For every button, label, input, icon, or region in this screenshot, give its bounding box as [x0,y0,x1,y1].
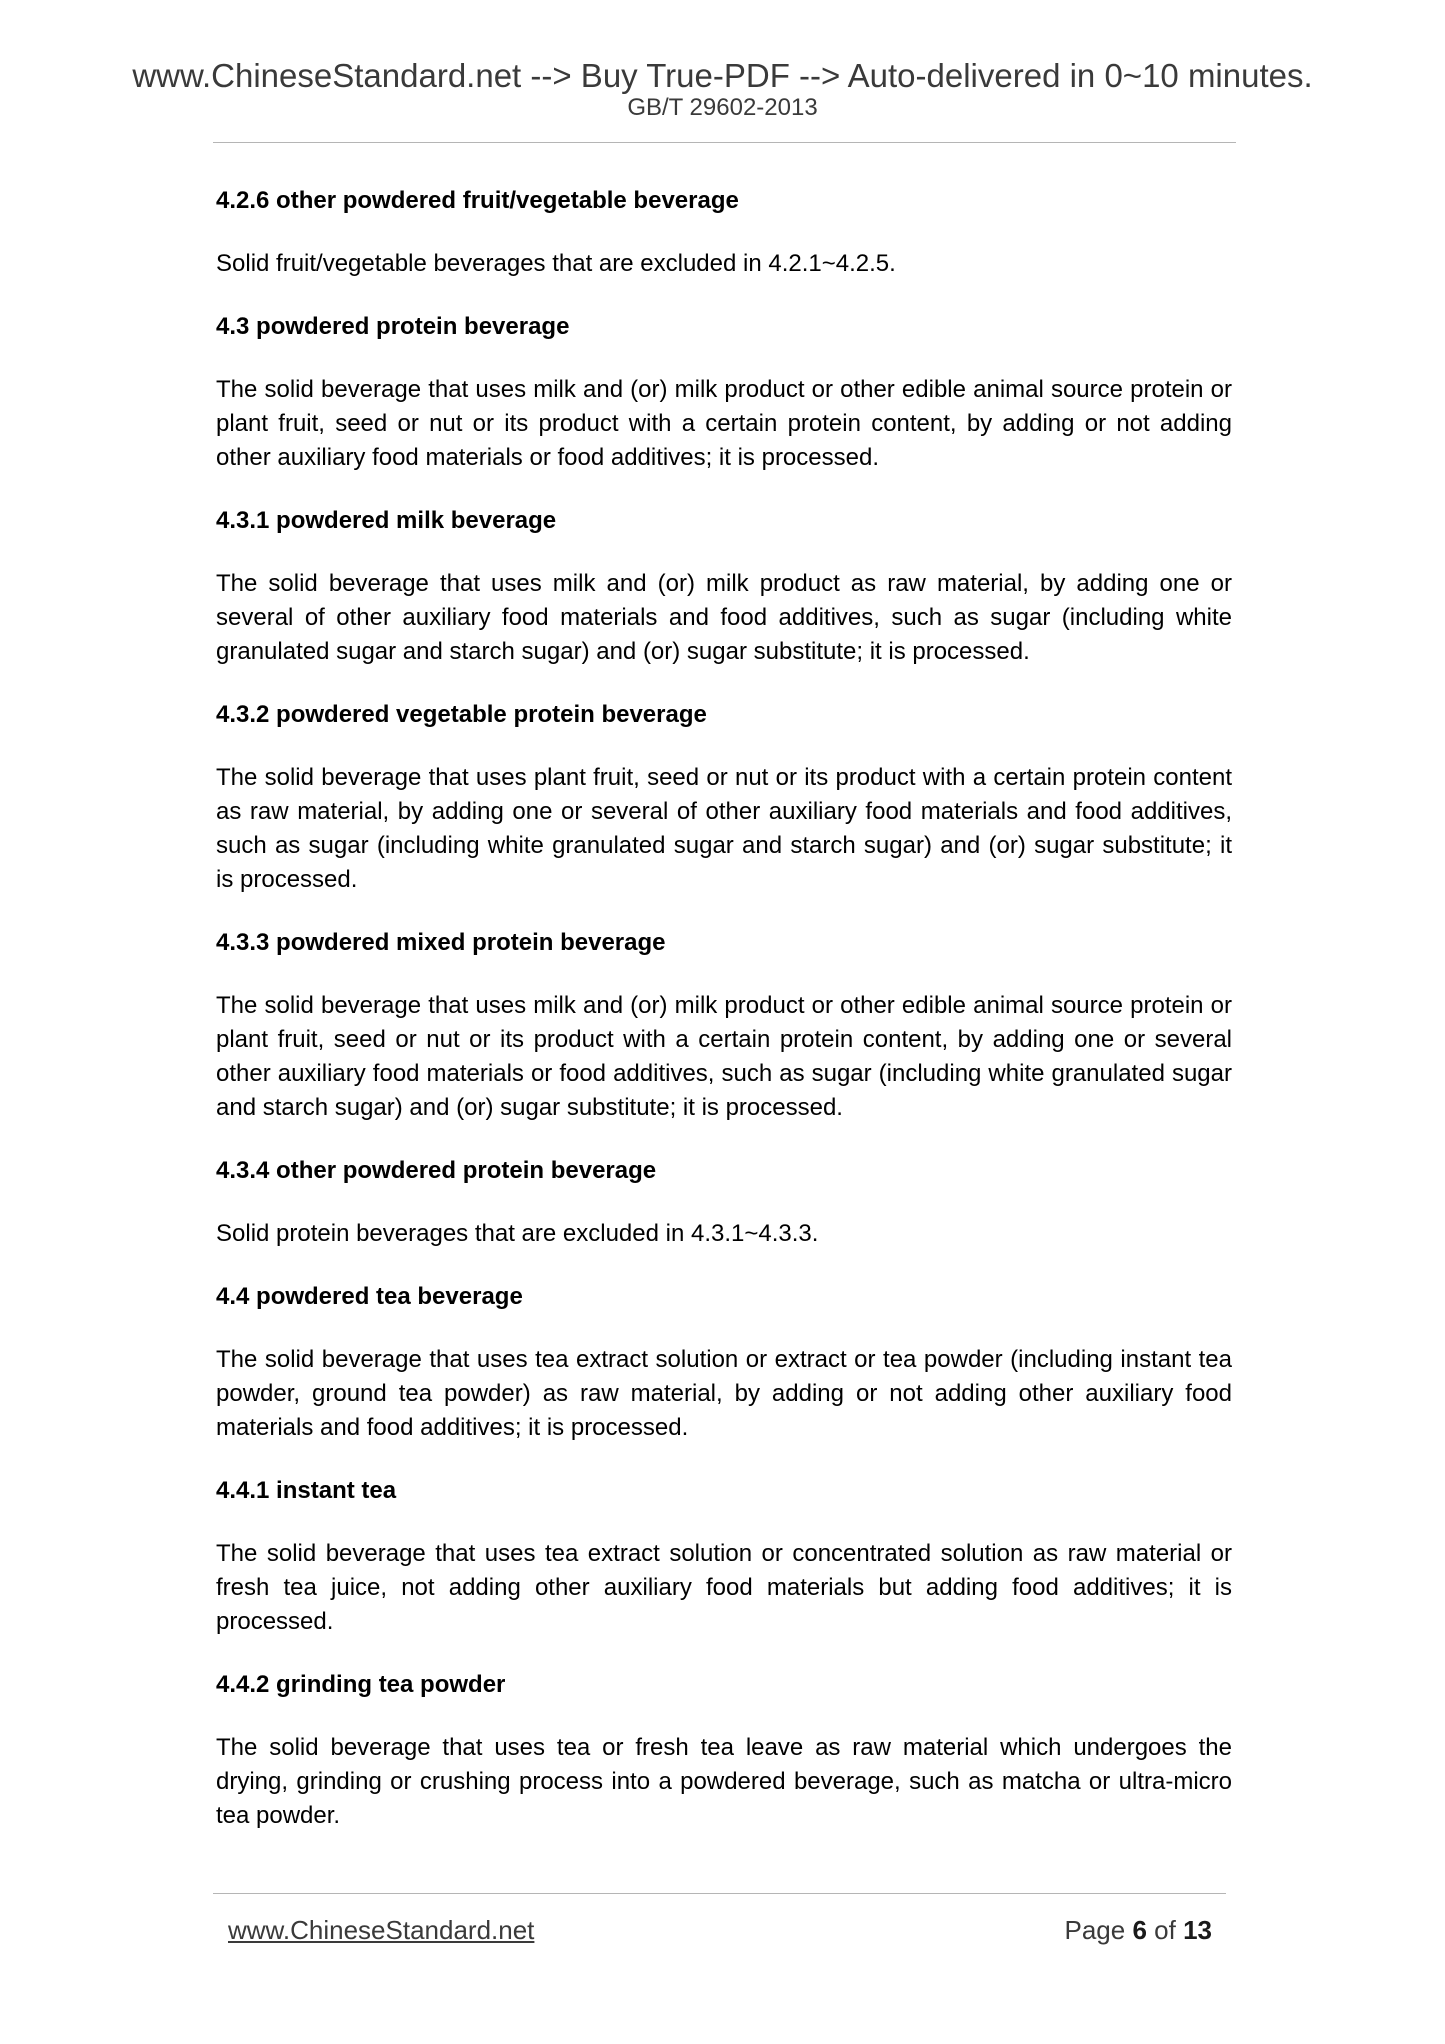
section-4-2-6 [216,184,1232,281]
section-heading: 4.4 powdered tea beverage [216,1283,523,1310]
page-current: 6 [1132,1915,1147,1945]
section-text: The solid beverage that uses tea extract solution or concentrated solution as raw material or fresh tea juice, not adding other auxiliary food materials but adding food additives; it is processed. [216,1540,1232,1635]
section-heading: 4.3 powdered protein beverage [216,313,570,340]
standard-number: GB/T 29602-2013 [627,94,818,121]
page-header [0,56,1445,122]
section-4-3-2 [216,698,1232,897]
section-4-3-1 [216,504,1232,669]
header-divider [213,142,1236,143]
section-heading: 4.4.1 instant tea [216,1477,397,1504]
section-heading: 4.3.2 powdered vegetable protein beverage [216,701,707,728]
section-text: The solid beverage that uses plant fruit, seed or nut or its product with a certain protein content as raw material, by adding one or several of other auxiliary food materials and food additives, such as sugar (including white granulated sugar and starch sugar) and (or) sugar substitute; it is processed. [216,764,1232,893]
section-4-3 [216,310,1232,475]
section-4-3-4 [216,1154,1232,1251]
section-heading: 4.3.4 other powdered protein beverage [216,1157,657,1184]
section-4-4-2 [216,1668,1232,1833]
section-text: The solid beverage that uses tea or fresh tea leave as raw material which undergoes the drying, grinding or crushing process into a powdered beverage, such as matcha or ultra-micro tea powder. [216,1734,1232,1829]
header-banner: www.ChineseStandard.net --> Buy True-PDF --> Auto-delivered in 0~10 minutes. [132,57,1313,94]
section-4-4 [216,1280,1232,1445]
section-heading: 4.4.2 grinding tea powder [216,1671,506,1698]
section-text: Solid protein beverages that are excluded in 4.3.1~4.3.3. [216,1220,819,1247]
section-text: The solid beverage that uses milk and (or) milk product as raw material, by adding one or several of other auxiliary food materials and food additives, such as sugar (including white granulated sugar and starch sugar) and (or) sugar substitute; it is processed. [216,570,1232,665]
footer-divider [213,1893,1226,1894]
section-text: The solid beverage that uses milk and (or) milk product or other edible animal source protein or plant fruit, seed or nut or its product with a certain protein content, by adding one or several other auxiliary food materials or food additives, such as sugar (including white granulated sugar and starch sugar) and (or) sugar substitute; it is processed. [216,992,1232,1121]
page-indicator [1064,1913,1212,1947]
section-text: The solid beverage that uses milk and (or) milk product or other edible animal source protein or plant fruit, seed or nut or its product with a certain protein content, by adding or not adding other auxiliary food materials or food additives; it is processed. [216,376,1232,471]
document-body [216,184,1232,1862]
footer-site-link[interactable]: www.ChineseStandard.net [228,1915,535,1945]
section-text: Solid fruit/vegetable beverages that are excluded in 4.2.1~4.2.5. [216,250,896,277]
section-heading: 4.2.6 other powdered fruit/vegetable beverage [216,187,739,214]
section-4-3-3 [216,926,1232,1125]
section-text: The solid beverage that uses tea extract solution or extract or tea powder (including instant tea powder, ground tea powder) as raw material, by adding or not adding other auxiliary food materials and food additives; it is processed. [216,1346,1232,1441]
page-of: of [1154,1915,1176,1945]
page-total: 13 [1183,1915,1212,1945]
section-4-4-1 [216,1474,1232,1639]
page-prefix: Page [1064,1915,1126,1945]
section-heading: 4.3.3 powdered mixed protein beverage [216,929,666,956]
section-heading: 4.3.1 powdered milk beverage [216,507,557,534]
